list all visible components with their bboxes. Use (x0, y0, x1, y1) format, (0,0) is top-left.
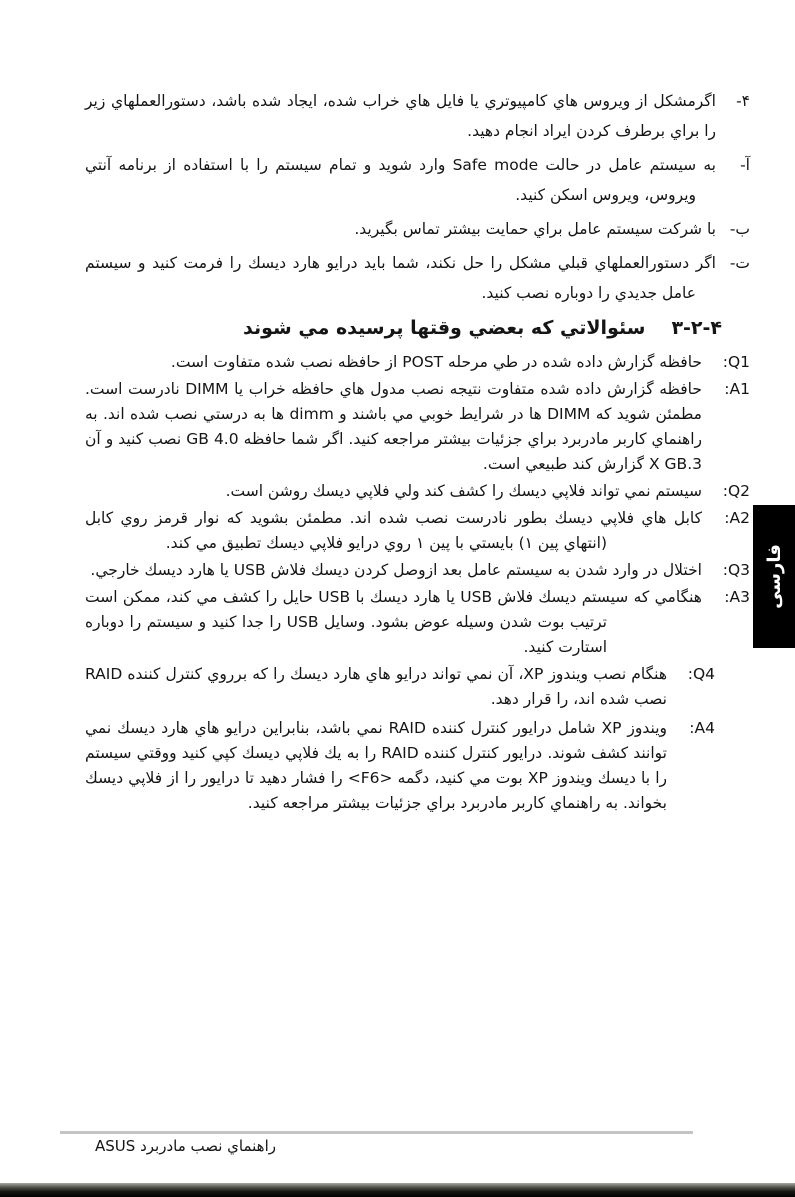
section-title: سئوالاتي كه بعضي وقتها پرسيده مي شوند (243, 317, 646, 339)
page-content (85, 86, 750, 818)
footer-rule (60, 1131, 693, 1134)
faq-item-a1 (85, 377, 750, 477)
faq-label: Q4: (687, 665, 715, 683)
faq-label: Q3: (722, 561, 750, 579)
step-item-number: ۴- (736, 92, 750, 110)
step-subitem-b (85, 214, 750, 244)
step-subitem-letter: ب- (729, 220, 750, 238)
faq-text: ويندوز XP شامل درايور كنترل كننده RAID نمي باشد، بنابراين درايو هاي هارد ديسك نمي توانند كشف شوند. درايور كنترل كننده RAID را به يك فلاپي ديسك كپي كنيد ووقتي سيستم را با ديسك ويندوز XP بوت مي كنيد، دگمه <F6> را فشار دهيد تا درايور را از فلاپي ديسك بخواند. به راهنماي كاربر مادربرد براي جزئيات بيشتر مراجعه كنيد. (85, 719, 667, 812)
faq-text: اختلال در وارد شدن به سيستم عامل بعد ازوصل كردن ديسك فلاش USB يا هارد ديسك خارجي. (90, 561, 702, 579)
section-number: ۳-۲-۴ (671, 317, 722, 339)
faq-item-q2 (85, 479, 750, 504)
step-subitem-letter: ت- (729, 254, 750, 272)
faq-text: هنگامي كه سيستم ديسك فلاش USB يا هارد ديسك با USB حايل را كشف مي كند، ممكن است ترتيب بوت شدن وسيله عوض بشود. وسايل USB را جدا كنيد و سيستم را دوباره استارت كنيد. (85, 588, 702, 656)
faq-text: حافظه گزارش داده شده متفاوت نتيجه نصب مدول هاي حافظه خراب يا DIMM نادرست است. مطمئن شويد كه DIMM ها در شرايط خوبي مي باشند و dimm ها به درستي نصب شده اند. به راهنماي كاربر مادربرد براي جزئيات بيشتر مراجعه كنيد. اگر شما حافظه 4.0 GB نصب كنيد و آن 3.X GB گزارش كند طبيعي است. (85, 380, 702, 473)
faq-text: حافظه گزارش داده شده در طي مرحله POST از حافظه نصب شده متفاوت است. (170, 353, 702, 371)
step-subitem-letter: آ- (740, 156, 750, 174)
section-heading (85, 312, 722, 344)
step-item-4 (85, 86, 750, 146)
faq-item-q4 (85, 662, 715, 712)
faq-text: سيستم نمي تواند فلاپي ديسك را كشف كند ولي فلاپي ديسك روشن است. (225, 482, 702, 500)
step-subitem-text: با شركت سيستم عامل براي حمايت بيشتر تماس بگيريد. (354, 220, 716, 238)
faq-label: Q2: (722, 482, 750, 500)
faq-item-a3 (85, 585, 750, 660)
faq-item-q1 (85, 350, 750, 375)
step-subitem-text: به سيستم عامل در حالت Safe mode وارد شويد و تمام سيستم را با استفاده از برنامه آنتي ويروس، ويروس اسكن كنيد. (85, 156, 716, 204)
faq-label: A3: (724, 588, 750, 606)
faq-item-q3 (85, 558, 750, 583)
faq-text: هنگام نصب ويندوز XP، آن نمي تواند درايو هاي هارد ديسك را كه برروي كنترل كننده RAID نصب شده اند، را قرار دهد. (85, 665, 667, 708)
faq-item-a2 (85, 506, 750, 556)
faq-label: A1: (724, 380, 750, 398)
step-subitem-text: اگر دستورالعملهاي قبلي مشكل را حل نكند، شما بايد درايو هارد ديسك را فرمت كنيد و سيستم عامل جديدي را دوباره نصب كنيد. (85, 254, 716, 302)
step-subitem-a (85, 150, 750, 210)
bottom-scan-edge (0, 1183, 795, 1197)
faq-label: Q1: (722, 353, 750, 371)
faq-label: A4: (689, 719, 715, 737)
faq-label: A2: (724, 509, 750, 527)
footer-text: راهنماي نصب مادربرد ASUS (95, 1137, 277, 1155)
faq-item-a4 (85, 716, 715, 816)
step-item-text: اگرمشكل از ويروس هاي كامپيوتري يا فايل هاي خراب شده، ايجاد شده باشد، دستورالعملهاي زير را براي برطرف كردن ايراد انجام دهيد. (85, 92, 716, 140)
faq-text: كابل هاي فلاپي ديسك بطور نادرست نصب شده اند. مطمئن بشويد كه نوار قرمز روي كابل (انتهاي پين ۱) بايستي با پين ۱ روي درايو فلاپي ديسك تطبيق مي كند. (85, 509, 702, 552)
side-tab-label: فارسی (763, 544, 785, 609)
farsi-side-tab (753, 505, 795, 648)
step-subitem-t (85, 248, 750, 308)
